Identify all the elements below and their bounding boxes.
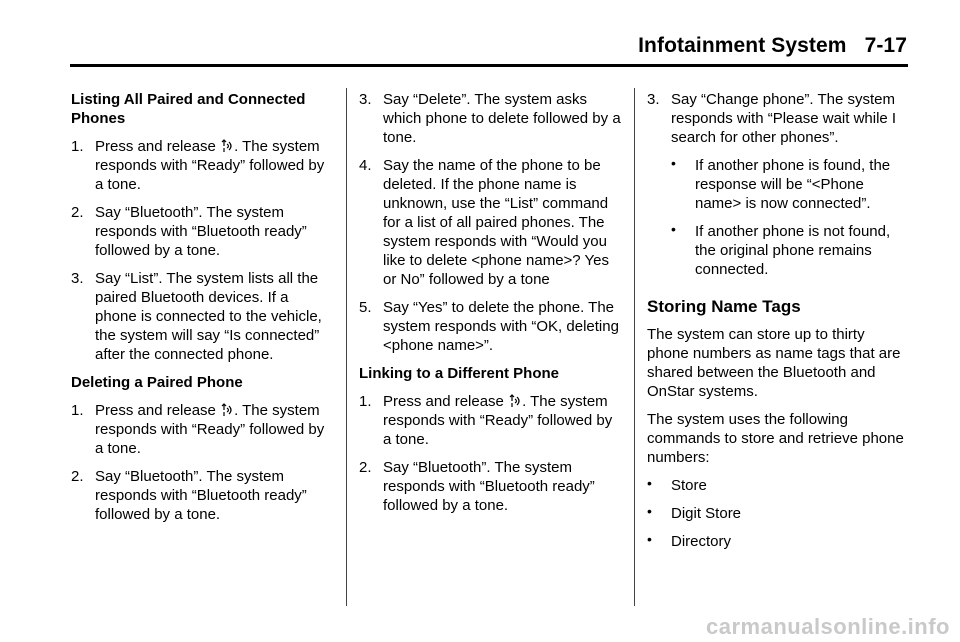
push-to-talk-icon — [221, 139, 233, 153]
step-text: Say “Change phone”. The system responds with “Please wait while I search for other phones”. — [671, 91, 897, 146]
step-number: 4. — [359, 157, 372, 174]
bullet-icon: • — [647, 475, 652, 491]
column-divider — [634, 88, 635, 606]
command-text: Store — [671, 477, 707, 494]
step-number: 5. — [359, 299, 372, 316]
page-header — [638, 34, 907, 58]
step-text: Say “Bluetooth”. The system responds with “Bluetooth ready” followed by a tone. — [383, 459, 595, 514]
step-item — [71, 401, 333, 458]
bullet-text: If another phone is found, the response will be “<Phone name> is now connected”. — [695, 157, 891, 212]
step-text: Say “Bluetooth”. The system responds with “Bluetooth ready” followed by a tone. — [95, 204, 307, 259]
step-text: Say “Delete”. The system asks which phone to delete followed by a tone. — [383, 91, 621, 146]
command-item — [647, 504, 905, 523]
step-item — [71, 137, 333, 194]
step-number: 2. — [71, 204, 84, 221]
paragraph: The system uses the following commands to store and retrieve phone numbers: — [647, 411, 904, 466]
column-divider — [346, 88, 347, 606]
step-number: 2. — [71, 468, 84, 485]
step-number: 3. — [647, 91, 660, 108]
step-text: . The system responds with “Ready” followed by a tone. — [95, 402, 325, 457]
column-1 — [71, 90, 333, 533]
step-item — [359, 458, 621, 515]
bullet-icon: • — [647, 531, 652, 547]
paragraph: The system can store up to thirty phone numbers as name tags that are shared between the Bluetooth and OnStar systems. — [647, 326, 901, 400]
subheading-linking-phone: Linking to a Different Phone — [359, 365, 560, 382]
column-2 — [359, 90, 621, 524]
subheading-deleting-phone: Deleting a Paired Phone — [71, 374, 243, 391]
column-3 — [647, 90, 905, 560]
subheading-listing-phones: Listing All Paired and Connected Phones — [71, 91, 306, 127]
step-text: Say “List”. The system lists all the paired Bluetooth devices. If a phone is connected to the vehicle, the system will say “Is connected” after the connected phone. — [95, 270, 322, 363]
step-number: 2. — [359, 459, 372, 476]
step-number: 3. — [359, 91, 372, 108]
step-text: Say “Bluetooth”. The system responds with “Bluetooth ready” followed by a tone. — [95, 468, 307, 523]
push-to-talk-icon — [509, 394, 521, 408]
bullet-item — [671, 156, 905, 213]
command-item — [647, 476, 905, 495]
step-item — [359, 298, 621, 355]
step-text: Press and release — [383, 393, 509, 410]
section-heading: Storing Name Tags — [647, 297, 801, 316]
section-title: Infotainment System — [638, 34, 847, 57]
step-text: . The system responds with “Ready” followed by a tone. — [95, 138, 325, 193]
push-to-talk-icon — [221, 403, 233, 417]
command-text: Directory — [671, 533, 732, 550]
watermark: carmanualsonline.info — [706, 614, 950, 639]
step-number: 1. — [71, 402, 84, 419]
step-item — [71, 269, 333, 364]
bullet-icon: • — [671, 155, 676, 171]
step-number: 1. — [359, 393, 372, 410]
step-text: Press and release — [95, 402, 221, 419]
step-item — [71, 467, 333, 524]
step-item — [359, 90, 621, 147]
bullet-text: If another phone is not found, the original phone remains connected. — [695, 223, 891, 278]
step-number: 3. — [71, 270, 84, 287]
step-text: Say “Yes” to delete the phone. The system responds with “OK, deleting <phone name>”. — [383, 299, 619, 354]
step-item — [359, 156, 621, 289]
bullet-icon: • — [671, 221, 676, 237]
step-item — [359, 392, 621, 449]
command-item — [647, 532, 905, 551]
step-text: Say the name of the phone to be deleted. If the phone name is unknown, use the “List” command for a list of all paired phones. The system responds with “Would you like to delete <phone name>? Yes or No” followed by a tone — [383, 157, 610, 288]
step-item — [71, 203, 333, 260]
step-text: Press and release — [95, 138, 221, 155]
step-text: . The system responds with “Ready” followed by a tone. — [383, 393, 613, 448]
command-text: Digit Store — [671, 505, 742, 522]
step-item — [647, 90, 905, 147]
bullet-icon: • — [647, 503, 652, 519]
header-rule — [70, 64, 908, 67]
step-number: 1. — [71, 138, 84, 155]
bullet-item — [671, 222, 905, 279]
page-number: 7-17 — [864, 34, 907, 57]
